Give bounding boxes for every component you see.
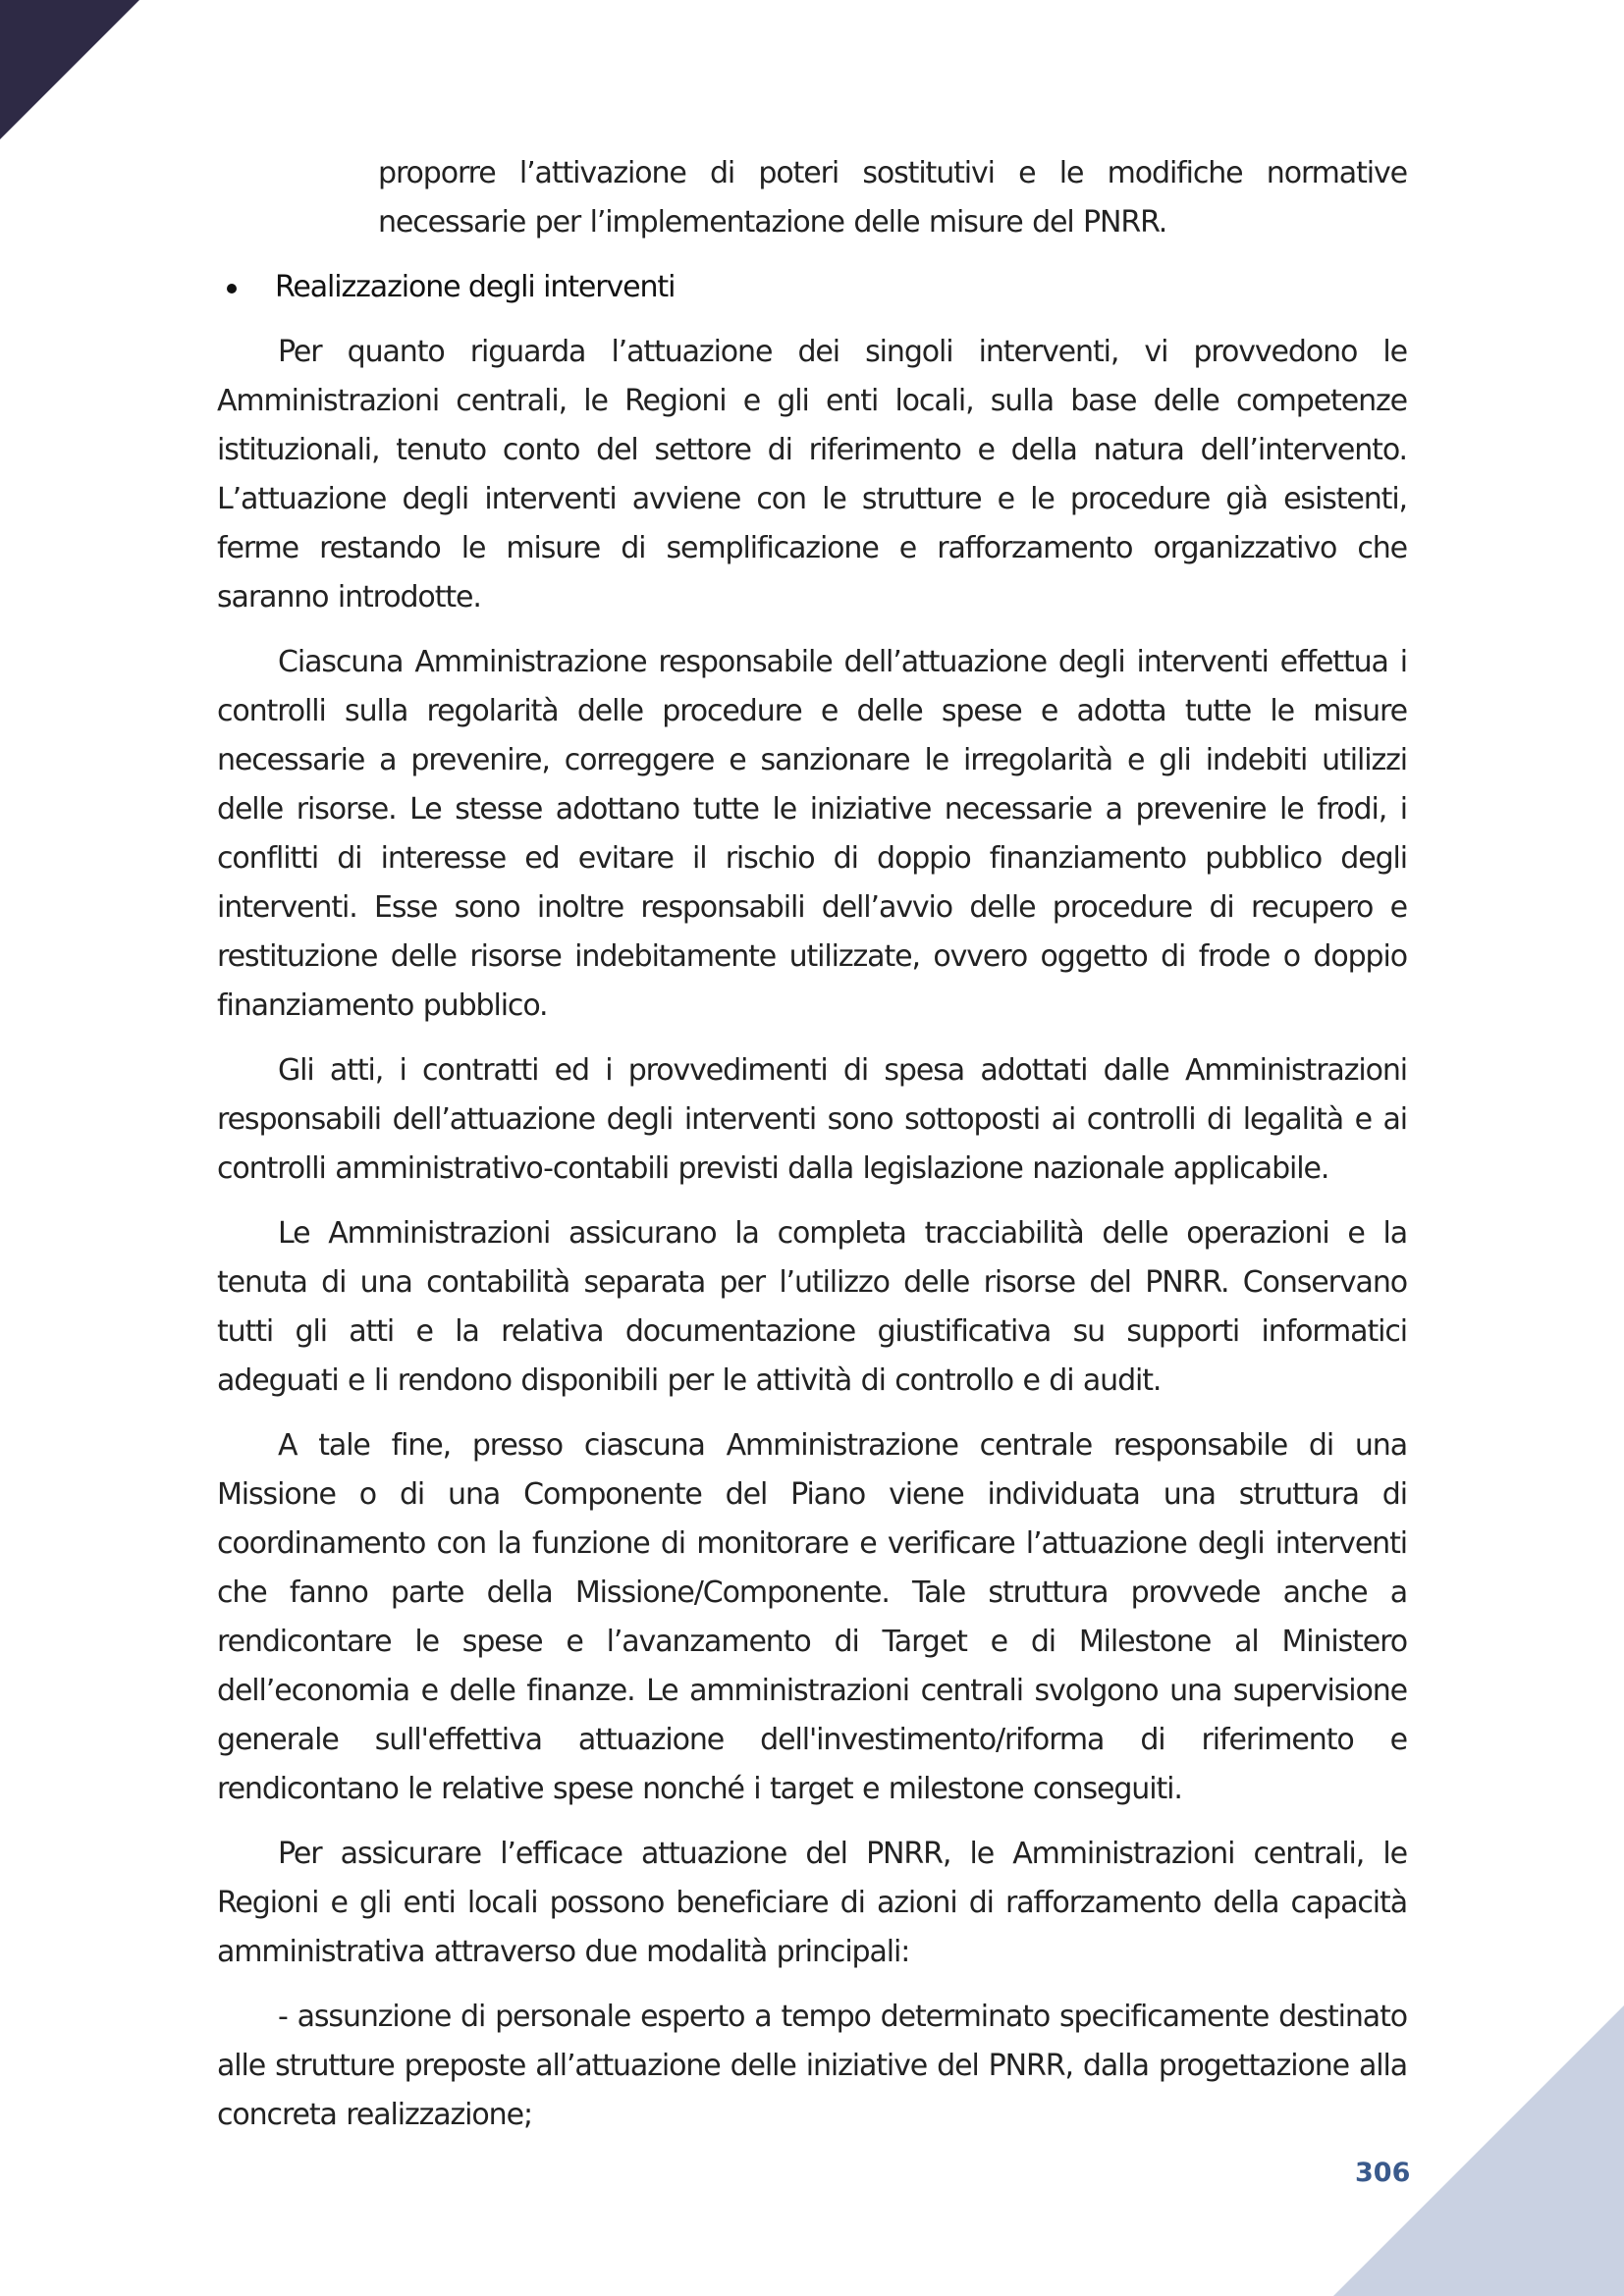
intro-paragraph: proporre l’attivazione di poteri sostitutivi e le modifiche normative necessarie per l’implementazione delle misure del PNRR. xyxy=(378,156,1407,240)
paragraph: Per quanto riguarda l’attuazione dei singoli interventi, vi provvedono le Amministrazioni centrali, le Regioni e gli enti locali, sulla base delle competenze istituzionali, tenuto conto del settore di riferimento e della natura dell’intervento. L’attuazione degli interventi avviene con le strutture e le procedure già esistenti, ferme restando le misure di semplificazione e rafforzamento organizzativo che saranno introdotte. xyxy=(217,335,1407,614)
paragraph: Per assicurare l’efficace attuazione del PNRR, le Amministrazioni centrali, le Regioni e gli enti locali possono beneficiare di azioni di rafforzamento della capacità amministrativa attraverso due modalità principali: xyxy=(217,1837,1407,1969)
paragraph: Gli atti, i contratti ed i provvedimenti di spesa adottati dalle Amministrazioni responsabili dell’attuazione degli interventi sono sottoposti ai controlli di legalità e ai controlli amministrativo-contabili previsti dalla legislazione nazionale applicabile. xyxy=(217,1053,1407,1186)
page-number: 306 xyxy=(1355,2158,1411,2188)
paragraph: A tale fine, presso ciascuna Amministrazione centrale responsabile di una Missione o di una Componente del Piano viene individuata una struttura di coordinamento con la funzione di monitorare e verificare l’attuazione degli interventi che fanno parte della Missione/Componente. Tale struttura provvede anche a rendicontare le spese e l’avanzamento di Target e di Milestone al Ministero dell’economia e delle finanze. Le amministrazioni centrali svolgono una supervisione generale sull'effettiva attuazione dell'investimento/riforma di riferimento e rendicontano le relative spese nonché i target e milestone conseguiti. xyxy=(217,1428,1407,1806)
paragraph: Le Amministrazioni assicurano la completa tracciabilità delle operazioni e la tenuta di una contabilità separata per l’utilizzo delle risorse del PNRR. Conservano tutti gli atti e la relativa documentazione giustificativa su supporti informatici adeguati e li rendono disponibili per le attività di controllo e di audit. xyxy=(217,1216,1407,1398)
document-body xyxy=(217,149,1407,2156)
paragraph: Ciascuna Amministrazione responsabile dell’attuazione degli interventi effettua i controlli sulla regolarità delle procedure e delle spese e adotta tutte le misure necessarie a prevenire, correggere e sanzionare le irregolarità e gli indebiti utilizzi delle risorse. Le stesse adottano tutte le iniziative necessarie a prevenire le frodi, i conflitti di interesse ed evitare il rischio di doppio finanziamento pubblico degli interventi. Esse sono inoltre responsabili dell’avvio delle procedure di recupero e restituzione delle risorse indebitamente utilizzate, ovvero oggetto di frode o doppio finanziamento pubblico. xyxy=(217,645,1407,1023)
list-item: - assunzione di personale esperto a tempo determinato specificamente destinato alle strutture preposte all’attuazione delle iniziative del PNRR, dalla progettazione alla concreta realizzazione; xyxy=(217,2000,1407,2132)
bullet-icon xyxy=(227,284,237,294)
corner-decoration-top-left xyxy=(0,0,139,139)
section-heading xyxy=(217,263,1407,312)
section-heading-text: Realizzazione degli interventi xyxy=(275,270,676,304)
